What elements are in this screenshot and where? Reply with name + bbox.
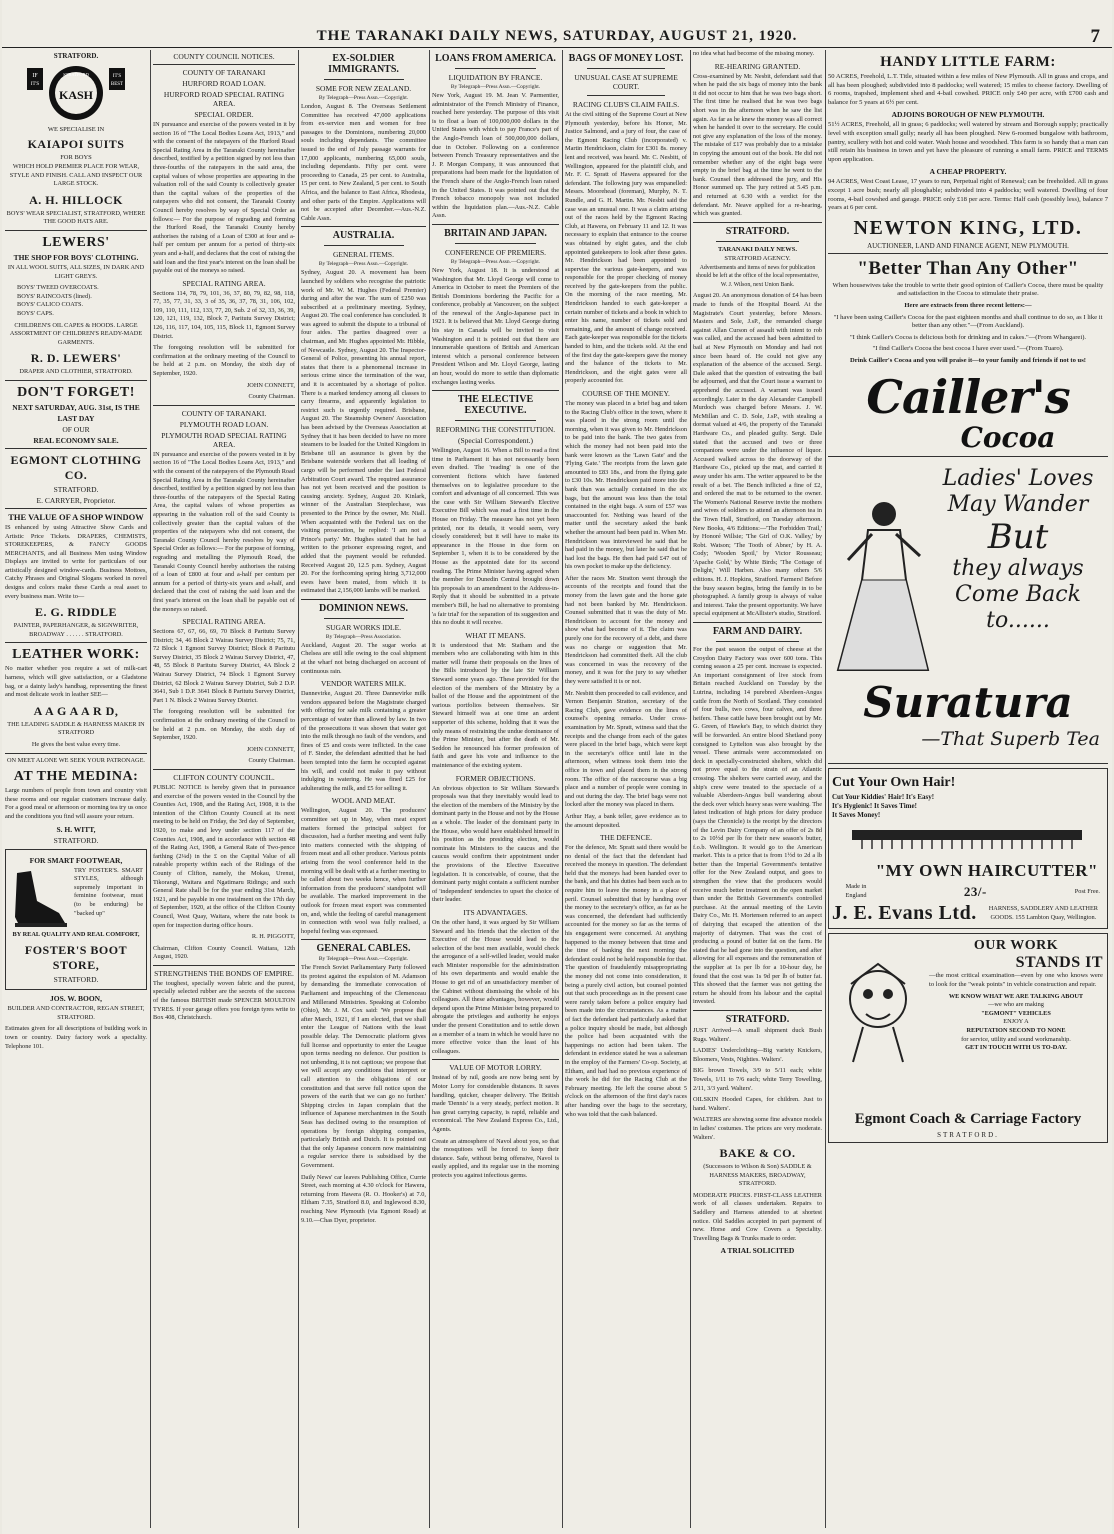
ad-body: 51½ ACRES, Freehold, all in grass; 6 paddocks; well watered by stream and Borough supply; practically level with exception small gully; nearly all has been ploughed. New 6-roomed bungalow with bathroom, pantry, scullery with hot and cold water. Wash house and woodshed. This farm is so handy that a man can still retain his business in town and yet have the pleasure of running a small farm. PRICE and TERMS upon application. (828, 121, 1108, 163)
ad-headline: LEATHER WORK: (12, 647, 140, 663)
notice-heading: CLIFTON COUNTY COUNCIL. (173, 773, 275, 782)
article-subhead: SUGAR WORKS IDLE. (325, 622, 402, 632)
ad-headline: KAIAPOI SUITS (27, 137, 125, 151)
signature: R. H. PIGGOTT, (251, 933, 295, 941)
article-body: The money was placed in a brief bag and taken to the Racing Club's office in the town, where it was placed in the strong room until the morning, when it was given to Mr. Hendrickson to be paid into the bank. The two gates from which the money had not been paid into the bank were known as the 'Lawn Gate' and the 'Flying Gate.' The receipts from the lawn gate amounted to £83 18s., and from the flying gate to £30 10s. Mr. Hendrickson paid more into the bank than was actually contained in the six bags, but the amount was less than the total contained in the eight bags. A sum of £57 was unaccounted for. Nothing was heard of the matter until the secretary asked the bank whether the amount had been paid in. When Mr. Hendrickson was interviewed he said that he had paid in the money, but later he said that he had lost the bags. He then had paid £47 out of his own pocket to make up the deficiency. (565, 400, 687, 571)
ad-body: IS enhanced by using Attractive Show Cards and Artistic Price Tickets. DRAPERS, CHEMISTS, STOREKEEPERS, & FANCY GOODS MERCHANTS, and all Business Men using Window Displays are invited to write for particulars of our artistically designed window-cards. Business Mottoes, Catchy Phrases and Original Slogans worked in novel designs and colors make these Cards a real asset to every business man. Write to— (5, 523, 147, 600)
ad-body: IN ALL WOOL SUITS, ALL SIZES, IN DARK AND LIGHT GREYS. (7, 263, 145, 280)
ad-headline: Cut Your Own Hair! (832, 775, 956, 791)
ad-line: S. H. WITT, (56, 824, 96, 834)
ad-line: NEXT SATURDAY, AUG. 31st, IS THE (12, 402, 140, 412)
notice-heading: STRENGTHENS THE BONDS OF EMPIRE. (154, 968, 294, 978)
notice-body: The foregoing resolution will be submitted for confirmation at the ordinary meeting of the Council to be held at 2 p.m. on Monday, the sixth day of September, 1920. (153, 344, 295, 378)
article-headline: BRITAIN AND JAPAN. (444, 227, 547, 239)
ad-line: Cut Your Kiddies' Hair! It's Easy! (832, 793, 935, 802)
ad-body: TRY FOSTER'S. SMART STYLES, although supremely important in feminine footwear, must (to be enduring) be "backed up" (74, 866, 143, 917)
ad-headline: Egmont Coach & Carriage Factory (854, 1111, 1082, 1128)
article-body: Create an atmosphere of Navol about you, so that the mosquitoes will be forced to keep their distance. Safe, without being offensive, Navol is easily applied, and its regular use in the morning protects you against infectious germs. (432, 1137, 559, 1179)
column-rule (562, 50, 563, 1528)
article-subhead: RE-HEARING GRANTED. (714, 61, 801, 71)
page-number: 7 (1090, 26, 1100, 47)
article-body: It is understood that Mr. Statham and the members who are collaborating with him in this matter will frame their proposals on the lines of the Bills introduced by the late Sir William Steward some years ago. These provided for the election of the members of the Ministry by a ballot of the House and the appointment of the various portfolios between themselves. Sir Steward himself was at one time an ardent supporter of this scheme, holding that it was the only means of restraining the undue dominance of the Prime Minister, but after the death of Mr. Seddon he renounced his former profession of faith and gave his vote and influence to the maintenance of the existing system. (432, 641, 559, 769)
shoe-illustration (9, 867, 71, 931)
article-subhead: VALUE OF MOTOR LORRY. (449, 1063, 542, 1073)
article-subhead: RACING CLUB'S CLAIM FAILS. (572, 100, 680, 109)
tea-slogan (933, 466, 1103, 634)
ad-headline: A A G A A R D, (33, 703, 119, 718)
slogan-line: But (987, 517, 1049, 558)
article-subhead: LIQUIDATION BY FRANCE. (448, 73, 543, 82)
article-subhead: STRATFORD AGENCY. (724, 254, 791, 262)
article-subhead: VENDOR WATERS MILK. (320, 679, 407, 689)
article-body: Instead of by rail, goods are now being sent by Motor Lorry for considerable distances. It saves handling, quicker, cheaper delivery. The British made 'Dennis' is a very steady, perfect motion. It has great carrying capacity, is rapid, reliable and economical. The New Zealand Express Co., Ltd., Agents. (432, 1074, 559, 1133)
article-subhead: UNUSUAL CASE AT SUPREME COURT. (574, 73, 678, 91)
slogan-line: Come Back (955, 582, 1081, 608)
signature: JOHN CONNETT, (246, 381, 295, 389)
testimonial: "I find Cailler's Cocoa the best cocoa I have ever used."—(From Tuaro). (872, 345, 1064, 353)
article-body: Sydney, August 20. A movement has been launched by soldiers who recognise the patriotic work of Mr. W. M. Hughes (Federal Premier) during and after the war. The sum of £250 was subscribed at a preliminary meeting. Sydney, August 20. The coal conference has concluded. It was agreed to submit the dispute to a tribunal of four aides. The parties disagreed over a chairman, and Mr. Hughes appointed Mr. Hibble, of Newcastle. Sydney, August 20. The Inspector-General of Police, presenting his annual report, states that there is a phenomenal increase in serious crime since the termination of the war, and it is accentuated by a shortage of police. There is a marked tendency among all classes to carry firearms, and apparently legislation to restrict such is urgently required. Brisbane, August 20. The Steamship Owners' Association has been advised by the Overseas Association at Sydney that it has been decided to have no more steamers to be loaded for the United Kingdom in Brisbane till an assurance is given by the Brisbane waterside workers that all loading of cargo will be performed under the last Federal Arbitration Court award. The required assurance has not yet been received and the position is causing anxiety. Sydney, August 20. Kinlark, winner of the Australian Steeplechase, was presented to the Prince by the owner, Mr. Niall. When acquainted with the Federal tax on the visiting prosecution, he replied: 'I am not a Prince's party.' Mr. Hughes stated that he had written to the prisoner expressing regret, and added that the payment would be refunded. Received August 20, 12.5 p.m. Sydney, August 20. For the forthcoming spring hiring 3,712,000 ewes have been mated, from which it is estimated that 2,156,000 lambs will be marked. (301, 269, 426, 595)
notice-body: PUBLIC NOTICE is hereby given that in pursuance and exercise of the powers vested in the Council by the Counties Act, 1908, and the Rating Act, 1908, it is the intention of the Clifton County Council at its next meeting to be held on Friday, the 3rd day of September, 1920, to make and levy under section 117 of the Counties Act, 1908, and in accordance with section 48 of the Rating Act, 1908, a General Rate of Two-pence farthing (2¼d) in the £ on the Capital Value of all rateable property within each of the Ridings of the County of Clifton, namely, the Mokau, Urenui, Tikorangi, Waitara and Ngatimaru Ridings; and such General Rate shall be for the year ending 31st March, 1921, and be payable in one instalment on the 17th day of September, 1920, at the office of the Clifton County Council, West Quay, Waitara, where the rate book is open for inspection during office hours. (153, 784, 295, 929)
ad-body: HARNESS, SADDLERY AND LEATHER GOODS. 155 Lambton Quay, Wellington. (988, 905, 1098, 921)
ad-body: Here are extracts from three recent letters:— (904, 301, 1032, 309)
stratford-kash-logo (5, 62, 147, 124)
notice-body: Sections 114, 78, 79, 101, 36, 37, 80, 79, 82, 98, 118, 77, 35, 77, 31, 33, 3 of 35, 36, 37, 78, 31, 106, 102, 109, 110, 111, 112, 133, 77, 20, Sub. 2 of 32, 33, 36, 39, 120, 121, 119, 132, Block 7, Paritutu Survey District; 126, 116, 117, 104, 105, 115, Block 11, Egmont Survey District. (153, 289, 295, 340)
list-item: BOYS' CALICO COATS. (17, 301, 84, 309)
ad-line: A CHEAP PROPERTY. (929, 167, 1007, 177)
cailler-logo (828, 371, 1108, 453)
article-body: Wellington, August 16. When a Bill to read a first time in Parliament it has not necessarily been even drafted. The 'reading' is one of the convenient fictions which have fastened themselves on to legislative procedure to the comfort and advantage of all concerned. This was the case with Sir William Steward's Elective Executive Bill which was read a first time in the House on Friday. The measure has not yet been printed, nor its details, it would seem, very closely considered; but it will have to make its appearance in the House in due form on September 1, when it is to be considered by the House as the appointed date for its second reading. The Prime Minister having agreed when the member for Dunedin Central brought down his proposals to an amendment to the Address-in-Reply that it should be submitted in a private member's Bill, he had no alternative to promising 'a fair trial' for the separation of its suggestion and this no doubt it will receive. (432, 447, 559, 627)
article-body: no idea what had become of the missing money. (693, 50, 815, 57)
classified-ad: BIG brown Towels, 3/9 to 5/11 each; white Towels, 1/11 to 7/6 each; white Terry Towelling, 2/11, 3/3 yard. Walters'. (693, 1067, 822, 1092)
svg-text:IF: IF (32, 73, 38, 79)
ad-line: THE SHOP FOR BOYS' CLOTHING. (13, 252, 139, 262)
notice-body: The foregoing resolution will be submitted for confirmation at the ordinary meeting of the Council to be held at 2 p.m. on Monday, the sixth day of September, 1920. (153, 708, 295, 742)
classified-ad: WALTERS are showing some fine advance models in ladies' costumes. The prices are very moderate. Walters'. (693, 1116, 822, 1141)
ad-headline: HANDY LITTLE FARM: (880, 54, 1056, 70)
ad-headline: OUR WORK (973, 938, 1059, 954)
ad-line: JOS. W. BOON, (50, 994, 102, 1004)
dateline: By Telegraph—Press Assn.—Copyright. (318, 956, 409, 963)
ad-line: REPUTATION SECOND TO NONE (966, 1027, 1066, 1034)
ad-line: LAST DAY (57, 413, 95, 423)
article-subhead: CONFERENCE OF PREMIERS. (444, 247, 547, 257)
svg-text:STRATFORD: STRATFORD (63, 72, 89, 77)
ad-headline: THE VALUE OF A SHOP WINDOW (8, 511, 144, 522)
ad-line: Made in England (845, 883, 867, 899)
article-headline: STRATFORD. (725, 225, 790, 237)
ad-line: ENJOY A (1003, 1018, 1029, 1026)
article-body: August 20. An anonymous donation of £4 has been made to funds of the Hospital Board. At the Magistrate's Court yesterday, before Messrs. Masters and Sole, J.sP., the remanded charge against Allan Curson of assault with intent to rob was called, and the accused had been admitted to bail at New Plymouth on Monday and had not since been heard of. He could not give any explanation of the absence of the accused. Sergt. Dale asked that the question of estreating the bail be adjourned, and that the Court issue a warrant to apprehend the accused. A warrant was issued accordingly. Later in the day Alexander Campbell Murdoch was charged before Messrs. J. W. McMillan and C. D. Sole, J.sP., with stealing a dormat valued at 4/6, the property of the Taranaki Hardware Co., and pleaded guilty. Sergt. Dale stated that the accused and two or three companions were under the influence of liquor. Accused walked across to the doorway of the Hardware Co., picked up the mat, and carried it away under his arm. The writer appeared to be the result of a bet. The Bench inflicted a fine of £2, and ordered the mat to be returned to the owner. The Women's National Reserve invite the mothers and wives of soldiers to attend an afternoon tea in the Town Hall, Stratford, on Tuesday afternoon. New Books, 4/6 Editions:—'The Forbidden Trail,' by Honoré Willsie; 'The Girl of O.K. Valley,' by Robt. Watson; 'The Tooth of Abner,' by H. A. Cody; 'Wooden Spoil,' by Victor Rousseau; 'Apache Gold,' by White Birds; 'The Cottage of Delight,' Will Harben. Also many others 5/6 editions. H. J. Hopkins, Stratford. Farmers! Before the busy season begins, bring the family in to be photographed. A family group is always of value and interest. Take the present opportunity. We have special equipment at McAllister's studio, Stratford. (693, 292, 822, 618)
article-body: Daily News' car leaves Publishing Office, Currie Street, each morning at 4.30 o'clock for Hawera, returning from Hawera (R. O. Hooker's) at 7.0, Eltham 7.35, Stratford 8.0, and Inglewood 8.30, reaching New Plymouth (via Egmont Road) at 9.10.—Chas Dyer, proprietor. (301, 1173, 426, 1224)
masthead-title: THE TARANAKI DAILY NEWS, SATURDAY, AUGUST 21, 1920. (316, 28, 798, 44)
article-body: Cross-examined by Mr. Nesbit, defendant said that when he paid the six bags of money into the bank it did not occur to him that he was two bags short. The first time he realised that he was two bags short was in the afternoon when he saw the list again. As far as he knew the money was all correct when he handed it over to the secretary. He could not give any explanation of the loss of the money. The mistake of £17 was probably due to a mistake in copying the amount out of the book. He did not remember whether any of the eight bags were empty in the brief bag at the time he went to the bank. Counsel then addressed the jury, and His Honor summed up. The jury retired at 5.45 p.m. and returned at 6.30 with a verdict for the defendant. Mr. Neave applied for a re-hearing, which was granted. (693, 72, 822, 218)
notice-body: IN pursuance and exercise of the powers vested in it by section 16 of "The Local Bodies Loans Act, 1913," and with the consent of the ratepayers of the Plymouth Road Special Rating Area in the Taranaki County hereinafter described, testified by a petition signed by not less than three-fourths of the ratepayers of the Special Rating Area, the capital values of whose properties as appearing in the valuation roll of the said County is collectively greater than the capital values of the properties of the ratepayers who did not consent, the Taranaki County Council hereby resolves by way of Special Order as follows:— For the purpose of forming, regrading and metalling the Plymouth Road, the Taranaki County Council hereby authorises the raising of a loan of £800 at four and a-half per centum per annum for a period of thirty-six years and a-half, and declared that the cost of raising the said loan and the first year's interest on the loan shall be payable out of the moneys so raised. (153, 450, 295, 613)
slogan-line: to...... (986, 608, 1050, 634)
article-body: On the other hand, it was argued by Sir William Steward and his friends that the election of the Executive of the House would lead to the selection of the best men available, would check the arrogance of a self-willed leader, would make each Minister responsible for the administration of his own departments and would enable the House to get rid of an unsatisfactory member of the Cabinet without dismissing the whole of his colleagues. All these advantages, however, would depend upon the Prime Minister being prepared to abrogate the privileges and authority he enjoys under the present Constitution and to settle down as a member of a team in which he would have no more effective voice than the least of his colleagues. (432, 918, 559, 1055)
dateline: By Telegraph—Press Assn.—Copyright. (450, 258, 541, 265)
ad-line: A TRIAL SOLICITED (720, 1246, 795, 1256)
article-subhead: WOOL AND MEAT. (331, 796, 396, 806)
ad-body: —the most critical examination—even by one who knows were to look for the "weak points" in vehicle construction and repair. (929, 972, 1103, 989)
ad-body: Large numbers of people from town and country visit these rooms and our regular customers increase daily. For a good meal or afternoon or morning tea try us once and the conditions you find will assure your return. (5, 787, 147, 820)
fosters-ad (5, 849, 147, 991)
ad-body: 50 ACRES, Freehold, L.T. Title, situated within a few miles of New Plymouth. All in grass and crops, and all has been ploughed; subdivided into 8 paddocks; well watered; 15 miles to cheese factory. Dwelling of 6 rooms, trapshed, implement shed and 4-bail cowshed. PRICE only £40 per acre, with £700 cash and balance for 5 years at 6½ per cent. (828, 73, 1108, 106)
comb-illustration (832, 822, 1102, 852)
svg-text:IT'S: IT'S (30, 82, 40, 87)
notice-heading: PLYMOUTH ROAD SPECIAL RATING AREA. (161, 430, 287, 449)
article-body: New York, August 18. It is understood at Washington that Mr. Lloyd George will come to America in October to meet the Premiers of the British Dominions bordering the Pacific for a conference, probably at Vancouver, on the subject of the renewal of the Anglo-Japanese pact in 1921. It is believed that Mr. Lloyd George during his stay in Canada will be invited to visit Washington and it is pointed out that there are innumerable questions of British and American interest which a personal conference between President Wilson and Mr. Lloyd George, lasting an hour, would do more to settle than diplomatic exchanges lasting weeks. (432, 266, 559, 386)
ad-body: Estimates given for all descriptions of building work in town or country. Dairy factory work a speciality. Telephone 101. (5, 1025, 147, 1050)
article-body: New York, August 19. M. Jean V. Parmentier, administrator of the French Ministry of Finance, reached here yesterday. The purpose of this visit is to float a loan of 100,000,000 dollars in the United States with which to pay France's part of the Anglo-French loan of 500,000,000 dollars, due in October. Following on a conference between French Treasury representatives and the J. P. Morgan Company, it was announced that preparations had been made for the liquidation of the French share of the Anglo-French loan raised in the United States. It was pointed out that the French tobacco monopoly was not included within the liquidation plan.—Aus.-N.Z. Cable Assn. (432, 92, 559, 220)
column-5 (565, 50, 687, 1528)
ad-line: Post Free. (1074, 887, 1100, 895)
notice-body: The toughest, specially woven fabric and the purest, specially selected rubber are the secrets of the success of the famous BRITISH made SPENCER MOULTON TYRES. If your garage offers you foreign tyres write to Box 408, Christchurch. (153, 979, 295, 1022)
ad-body: ON MEET ALONE WE SEEK YOUR PATRONAGE. (6, 756, 145, 764)
article-headline: EX-SOLDIER IMMIGRANTS. (328, 53, 399, 75)
article-body: At the civil sitting of the Supreme Court at New Plymouth yesterday, before his Honor, Mr. Justice Salmond, and a jury of four, the case of the Egmont Racing Club (incorporated) v. Martin Hendrickson, claim for £301 8s. money lent and received, was heard. Mr. C. Nesbitt, of Wellington, appeared for the plaintiff club, and Mr. F. C. Spratt of Hawera appeared for the defendant. The following jury was empanelled: Messrs. Moorehead (foreman), Murphy, N. T. Rundle, and G. H. Martin. Mr. Nesbit said the case was an unusual one. It was a claim arising out of the races held by the Egmont Racing Club, at Hawera, on February 11 and 12. It was necessary to explain that entrance to the course was obtained by eight gates, and the club appointed gatekeepers to look after these gates. Mr. Hendrickson had been appointed to supervise the various gate-keepers, and was responsible for the proper checking of money received by the gate-keepers from the public. On the morning of the race meeting, Mr. Hendrickson handed to each gate-keeper a certain number of tickets and a book in which to enter his name, number of tickets sold and remaining, and the amount of change received. Each gate-keeper was responsible for the tickets handed to him, and the tickets sold. At the end of the first day the gate-keepers gave the money and the balance of the tickets to Mr. Hendrickson, and the eight gates were all properly accounted for. (565, 111, 687, 385)
ad-body: WHICH HOLD PREMIER PLACE FOR WEAR, STYLE AND FINISH. CALL AND INSPECT OUR LARGE STOCK. (9, 163, 143, 188)
article-body: The French Soviet Parliamentary Party followed its protest against the expulsion of M. Adamson by demanding the immediate convocation of Parliament and impeaching of the Clemenceau and Millerand Ministries. Speaking at Colombo (Ohio), Mr. J. M. Cox said: 'We propose that after March, 1921, if I am elected, that we shall enter the League of Nations with the least possible delay. The Democratic platform gives full license and opportunity to enter the League upon terms needing no defence. Our position is not unbending, it is not captious; we propose that we will accept any conditions that interpret or call attention to the obligations of our constitution and that serve full notice upon the powers of the earth that we can go no further.' Shipping circles in Japan complain that the influence of Japanese merchantmen in the South Seas has declined owing to the resumption of operations by foreign shipping companies, particularly British and Dutch. It is pointed out that the only Japanese concern now maintaining a regular service there is subsidised by the Government. (301, 964, 426, 1169)
svg-text:IT'S: IT'S (112, 74, 122, 79)
notice-heading: COUNTY OF TARANAKI. (181, 408, 267, 418)
testimonial: "I have been using Cailler's Cocoa for the past eighteen months and shall continue to do so, as I like it better than any other."—(From Auckland). (833, 313, 1103, 330)
signature: JOHN CONNETT, (246, 745, 295, 753)
article-headline: AUSTRALIA. (332, 230, 395, 242)
notice-heading: COUNTY OF TARANAKI (182, 68, 266, 77)
column-2 (153, 50, 295, 1528)
list-item: BOYS' RAINCOATS (lined). (17, 292, 92, 300)
article-subhead: ITS ADVANTAGES. (463, 907, 528, 917)
classified-ad: JUST Arrived—A small shipment duck Bush Rugs. Walters'. (693, 1026, 822, 1043)
ad-body: Drink Cailler's Cocoa and you will praise it—to your family and friends if not to us! (850, 356, 1086, 364)
classified-ad: LADIES' Underclothing—Big variety Knickers, Bloomers, Vests, Nighties. Walters'. (693, 1047, 822, 1063)
article-headline: GENERAL CABLES. (316, 943, 411, 955)
ad-headline: FOR SMART FOOTWEAR, (29, 855, 123, 865)
signature: Chairman, Clifton County Council. Waitara, 12th August, 1920. (153, 944, 295, 961)
ad-body: BY REAL QUALITY AND REAL COMFORT, (12, 930, 140, 938)
article-subhead: SOME FOR NEW ZEALAND. (315, 84, 412, 93)
article-headline: LOANS FROM AMERICA. (435, 53, 556, 64)
ad-line: FOR BOYS (60, 154, 92, 161)
section-heading: COUNTY COUNCIL NOTICES. (173, 52, 275, 61)
article-body: For the defence, Mr. Spratt said there would be no denial of the fact that the defendant had received the moneys in question. The defendant held that the moneys had been handed over to the bank, and that his duties had been such as to require him to leave the money in a place of peril. Counsel submitted that by handing over the money to the secretary's office, as far as he was concerned, the defendant had sufficiently accounted for the money so far as the terms of his engagement were concerned. At anything happened to the money between that time and the time of banking the next morning the defendant could not be held responsible for that. The question of fraudulently misappropriating the money did not come into consideration, it being a purely civil action, but counsel pointed out that such proceedings as in the present case were rarely taken before a police enquiry had been made into the circumstances. As a matter of fact the defendant had particularly asked that a police inquiry should be made, but although the police had been acquainted with the happenings no action had been taken. The defendant in evidence stated he was a salesman in the employ of the Farmers' Co-op. Society, at Eltham, and had had no previous experience of the work he did for the Racing Club at the February meeting. He left the course about 5 o'clock on the afternoon of the first day's races after handing over the bags to the secretary, who was told that the cash balanced. (565, 844, 687, 1118)
tea-tagline: —That Superb Tea (921, 728, 1100, 751)
ad-line: WE KNOW WHAT WE ARE TALKING ABOUT (948, 992, 1084, 1000)
inspector-illustration (833, 954, 923, 1064)
notice-body: IN pursuance and exercise of the powers vested in it by section 16 of "The Local Bodies Loans Act, 1913," and with the consent of the ratepayers of the Hurford Road Special Rating Area in the Taranaki County hereinafter described, testified by a petition signed by not less than three-fourths of the ratepayers in the said area, the capital values of whose properties are appearing in the valuation roll of the said County is collectively greater than the capital values of the properties of the ratepayers who did not consent, the Taranaki County Council hereby resolves by way of Special Order as follows:— For the purpose of regrading and forming the Hurford Road, the Taranaki County hereby authorises the raising of a Loan of £300 at four and a-half per centum per annum for a period of thirty-six years and a-half, and declares that the cost of raising the said loan and the first year's interest on the loan shall be payable out of the moneys so raised. (153, 121, 295, 275)
ad-body: CHILDREN'S OIL CAPES & HOODS. LARGE ASSORTMENT OF CHILDREN'S READY-MADE GARMENTS. (9, 321, 143, 346)
ad-body: No matter whether you require a set of milk-cart harness, which will give satisfaction, or a Gladstone bag, or a dainty lady's handbag, representing the finest and most delicate work in leather SEE— (5, 665, 147, 699)
article-body: An obvious objection to Sir William Steward's proposals was that they inevitably would lead to the election of the members of the Ministry by the dominant party in the House and not by the House as a whole. The leader of the dominant party in the House, who would have established himself in his position as the presiding election, would nominate his Ministers to the caucus and the caucus would confirm their appointment under the provisions of the Elective Executive legislation. It is conceivable, of course, that the dominant party might contain a sufficient number of 'independent' tendencies to upset the choice of their leader. (432, 784, 559, 904)
ad-headline: "Better Than Any Other" (857, 257, 1079, 279)
notice-body: Sections 67, 67, 66, 69, 70 Block 8 Paritutu Survey District; 34, 46 Block 2 Wairau Survey District; 75, 71, 72 Block 1 Egmont Survey District; Block 8 Paritutu Survey District, 35 Block 2 Wairau Survey District, 47, 48, 55 Block 8 Paritutu Survey District, 4A Block 2 Wairau Survey District, 74 Block 1 Egmont Survey District, 62 Block 2 Wairau Survey District, Sub 2 D.P. 3641, Sub 1 D.P. 3641 Block 8 Paritutu Survey District, Part 1 N. Block 2 Wairau Survey District. (153, 628, 295, 704)
ad-headline: A. H. HILLOCK (29, 192, 123, 207)
ad-line: WE SPECIALISE IN (47, 126, 105, 133)
article-body: For the past season the output of cheese at the Croydon Dairy Factory was over 600 tons. This coming season a 25 per cent. increase is expected. An important consignment of live stock from Britain reached Auckland on Tuesday by the Lutrina, including 14 purebred Aberdeen-Angus cattle from the North of Scotland. They consisted of four bulls, two cows, four calves, and three heifers. These cattle have been brought out by Mr. G. Green, of Hawke's Bay, to which district they will be forwarded. An entire blood Shetland pony consigned to Lyttelton was also brought by the vessel. These animals were accommodated on deck in specially-constructed shelters, which did not prove equal to the strain of an Atlantic crossing. The shelters were carried away, and the ship's crew were treated to the spectacle of a valuable Aberdeen-Angus bull wandering about the deck over which heavy seas were washing. The latest indication of high prices for dairy produce (says the Chronicle) is the receipt by the directors of the Levin Dairy Company of an offer of 2s 8d to 2s 10½d per lb for their new season's butter, f.o.b. Wellington. It would go to the American market. This is a price that is from 1½d to 2d a lb better than the Imperial Government's tentative offer for the New Zealand output, and goes to strengthen the view that the producers would receive much better treatment on the open market than under the British Government's controlled purchase. At the annual meeting of the Levin Dairy Co., Mr. H. Mortensen referred to an aspect of dairying that escaped the attention of the majority of dairymen. That was the cost of producing a pound of butter fat on the farm. He stated that he had gone into the question, and after allowing for all expenses and the remuneration of the supplier at 1s per lb for a 10-hour day, he found that the cost was 1s 9d per lb of butter fat. This showed that the farmer was not getting the return he should from his labour and the capital invested. (693, 646, 822, 1006)
section-heading: STRATFORD. (53, 52, 99, 60)
ad-body: MODERATE PRICES. FIRST-CLASS LEATHER work of all classes undertaken. Repairs to Saddlery and Harness attended to at shortest notice. Old Saddles accepted in part payment of new. Horse and Cow Covers a Speciality. Travelling Bags & Trunks made to order. (693, 1191, 822, 1242)
notice-subheading: SPECIAL RATING AREA. (182, 617, 266, 627)
ad-line: It's Hygienic! It Saves Time! (832, 802, 917, 811)
suratura-ad (828, 460, 1108, 760)
article-subhead: REFORMING THE CONSTITUTION. (435, 425, 556, 435)
column-rule (690, 50, 691, 1528)
ad-line: REAL ECONOMY SALE. (33, 435, 119, 445)
article-body: Advertisements and items of news for publication should be left at the office of the local representative, W. J. Wilson, next Union Bank. (695, 264, 820, 288)
article-headline: FARM AND DAIRY. (712, 626, 803, 638)
column-rule (429, 50, 430, 1528)
ad-headline: LEWERS' (42, 234, 110, 250)
ad-headline: EGMONT CLOTHING CO. (10, 452, 142, 482)
svg-text:BEST: BEST (110, 82, 124, 87)
column-1 (5, 50, 147, 1528)
article-subhead: TARANAKI DAILY NEWS. (717, 245, 798, 253)
ad-line: STRATFORD. (53, 484, 99, 494)
slogan-line: May Wander (947, 492, 1089, 518)
ad-line: "EGMONT" VEHICLES (981, 1009, 1051, 1017)
signature: County Chairman. (248, 393, 295, 401)
column-rule (298, 50, 299, 1528)
ad-body: 94 ACRES, West Coast Lease, 17 years to run, Perpetual right of Renewal; can be freeholded. All in grass except 1 acre bush; nearly all ploughable; subdivided into 4 paddocks; well watered. Dwelling of four rooms, 4-bail cowshed and garage. PRICE only £18 per acre. Terms: Half cash (possibly less), balance 7 years at 6 per cent. (828, 178, 1108, 212)
lady-illustration (828, 490, 948, 680)
column-7 (828, 50, 1108, 1528)
article-body: Arthur Hay, a bank teller, gave evidence as to the amount deposited. (565, 812, 687, 829)
article-body: Wellington, August 20. The producers' committee set up in May, when meat export matters formed the principal subject for discussion, had a further meeting and went fully into matters connected with the shipping of frozen meat and all other produce. Various points arising from the wool conference held in the morning will be dealt with at a further meeting to be called about two weeks hence, when further information from the producers' standpoint will be available. The marked improvement in the outlook for frozen meat export was commented on, and, while the feeling of careful management in connection with wool was fully realised, a hopeful feeling was expressed. (301, 807, 426, 935)
ad-line: for service, utility and sound workmanship. (961, 1035, 1071, 1043)
ad-line: STRATFORD. (53, 835, 99, 845)
article-subhead: GENERAL ITEMS. (333, 250, 394, 260)
dateline: By Telegraph—Press Assn.—Copyright. (318, 261, 409, 268)
svg-text:KASH: KASH (58, 88, 94, 102)
ad-body: When housewives take the trouble to write their good opinion of Cailler's Cocoa, there must be quality and satisfaction in the Cocoa to stimulate their praise. (832, 281, 1104, 298)
ad-headline: FOSTER'S BOOT STORE, (24, 943, 128, 973)
kash-logo-graphic (5, 62, 147, 124)
ad-headline: DON'T FORGET! (17, 384, 135, 400)
article-subhead: (Special Correspondent.) (458, 436, 533, 446)
ad-headline: E. G. RIDDLE (34, 605, 117, 620)
ad-body: DRAPER AND CLOTHIER, STRATFORD. (19, 368, 133, 376)
column-rule (150, 50, 151, 1528)
newspaper-page (2, 0, 1112, 1534)
ad-line: —we who are making (988, 1001, 1044, 1009)
article-body: After the races Mr. Stratton went through the accounts of the receipts and found that the money from the lawn gate and the horse gate had not been banked by Mr. Hendrickson. Counsel submitted that it was the duty of Mr. Hendrickson to account for the money and show what had become of it. The claim was purely one for the recovery of a debt, and there was no charge or suggestion that Mr. Hendrickson had committed theft. All the club was concerned in was the recovery of the money, and it was for the jury to say whether they were satisfied it is or not. (565, 574, 687, 685)
ad-headline: STANDS IT (1015, 954, 1103, 972)
ad-line: OF OUR (62, 424, 90, 434)
list-item: BOYS' CAPS. (17, 309, 54, 317)
cailler-wordmark: Cailler's (866, 370, 1070, 425)
ad-body: (Successors to Wilson & Son) SADDLE & HARNESS MAKERS, BROADWAY, STRATFORD. (703, 1163, 812, 1188)
ad-headline: "MY OWN HAIRCUTTER" (875, 861, 1098, 881)
ad-body: THE LEADING SADDLE & HARNESS MAKER IN STRATFORD (7, 720, 145, 737)
list-item: BOYS' TWEED OVERCOATS. (17, 284, 99, 292)
article-subhead: WHAT IT MEANS. (465, 630, 526, 640)
ad-body: BUILDER AND CONTRACTOR, REGAN STREET, STRATFORD. (7, 1005, 145, 1021)
ad-line: It Saves Money! (832, 810, 881, 819)
ad-headline: AT THE MEDINA: (13, 769, 139, 785)
ad-headline: NEWTON KING, LTD. (853, 216, 1083, 239)
signature: County Chairman. (248, 757, 295, 765)
ad-body: He gives the best value every time. (31, 741, 121, 748)
notice-heading: PLYMOUTH ROAD LOAN. (179, 419, 269, 429)
ad-headline: R. D. LEWERS' (30, 351, 122, 366)
ad-headline: BAKE & CO. (719, 1146, 796, 1161)
ad-line: E. CARRYER, Proprietor. (36, 495, 116, 505)
column-6 (693, 50, 822, 1528)
article-headline: THE ELECTIVE EXECUTIVE. (457, 394, 534, 417)
slogan-line: Ladies' Loves (942, 466, 1094, 492)
ad-price: 23/- (963, 883, 987, 899)
article-subhead: THE DEFENCE. (599, 833, 653, 843)
notice-heading: HURFORD ROAD SPECIAL RATING AREA. (163, 90, 285, 108)
testimonial: "I think Cailler's Cocoa is delicious both for drinking and in cakes."—(From Whangarei). (849, 333, 1087, 341)
article-headline: STRATFORD. (725, 1013, 790, 1025)
notice-heading: HURFORD ROAD LOAN. (182, 79, 266, 88)
column-4 (432, 50, 559, 1528)
slogan-line: they always (952, 556, 1084, 582)
dateline: By Telegraph—Press Association. (325, 633, 402, 640)
classified-ad: OILSKIN Hooded Capes, for children. Just to hand. Walters'. (693, 1096, 822, 1112)
column-rule (825, 50, 826, 1528)
dateline: By Telegraph—Press Assn.—Copyright. (450, 84, 541, 90)
column-3 (301, 50, 426, 1528)
ad-line: STRATFORD. (53, 975, 99, 985)
article-body: Dannevirke, August 20. Three Dannevirke milk vendors appeared before the Magistrate charged with offering for sale milk containing a greater percentage of water than allowed by law. In two of the prosecutions it was shown that water got into the milk through no fault of the vendors, and fines of £5 and costs were inflicted. In the case of F. Sinder, the defendant admitted that he had been tempted into the farm he occupied against his will, and could not make it pay without indulging in watering. He was fined £25 for adulterating the milk, and £5 for selling it. (301, 690, 426, 792)
article-headline: DOMINION NEWS. (319, 602, 408, 614)
ad-body: PAINTER, PAPERHANGER, & SIGNWRITER, BROADWAY . . . . . . STRATFORD. (13, 622, 139, 638)
dateline: By Telegraph—Press Assn.—Copyright. (318, 95, 409, 101)
ad-line: STRATFORD. (937, 1131, 999, 1140)
article-body: London, August 8. The Overseas Settlement Committee has received 47,000 applications from ex-service men and women for free passages to the Dominions, numbering 20,000 souls including dependants. The committee issued to the end of July passage warrants for 17,000 applicants, numbering 65,000 souls, including dependants. Fifty per cent. were proceeding to Canada, 25 per cent. to Australia, 15 per cent. to New Zealand, 5 per cent. to South Africa, and the balance to East Africa, Rhodesia, and other parts of the Empire. Applications will not be accepted after December.—Aus.-N.Z. Cable Assn. (301, 103, 426, 222)
cocoa-wordmark: Cocoa (960, 421, 1056, 455)
article-subhead: FORMER OBJECTIONS. (455, 773, 536, 783)
masthead (2, 26, 1112, 48)
suratura-wordmark: Suratura (863, 678, 1073, 728)
article-subhead: COURSE OF THE MONEY. (582, 389, 670, 398)
ad-line: ADJOINS BOROUGH OF NEW PLYMOUTH. (891, 110, 1045, 120)
article-body: Mr. Nesbitt then proceeded to call evidence, and Vernon Benjamin Stratton, secretary of the Racing Club, gave evidence on the lines of counsel's opening remarks. Under cross-examination by Mr. Spratt, witness said that the receipts and the change from each of the gates were placed in the brief bags, which were kept in the secretary's office until late in the afternoon, when witness took them into the office in town and placed them in the strong room. The office of the racecourse was a big place and a number of people were coming in and out during the day. The brief bags were not locked after the money was placed in them. (565, 689, 687, 809)
egmont-coach-ad (828, 933, 1108, 1143)
article-headline: BAGS OF MONEY LOST. (568, 53, 684, 64)
ad-line: GET IN TOUCH WITH US TO-DAY. (965, 1044, 1067, 1052)
ad-headline: J. E. Evans Ltd. (832, 902, 977, 925)
ad-body: BOYS' WEAR SPECIALIST, STRATFORD, WHERE THE GOOD HATS ARE. (6, 209, 146, 226)
article-body: Auckland, August 20. The sugar works at Chelsea are still idle owing to the coal shipment at the wharf not being discharged on account of continuous rain. (301, 641, 426, 675)
ad-line: AUCTIONEER, LAND AND FINANCE AGENT, NEW PLYMOUTH. (867, 241, 1069, 250)
notice-subheading: SPECIAL RATING AREA. (182, 278, 266, 288)
haircutter-ad (828, 768, 1108, 929)
notice-heading: SPECIAL ORDER. (194, 110, 254, 119)
